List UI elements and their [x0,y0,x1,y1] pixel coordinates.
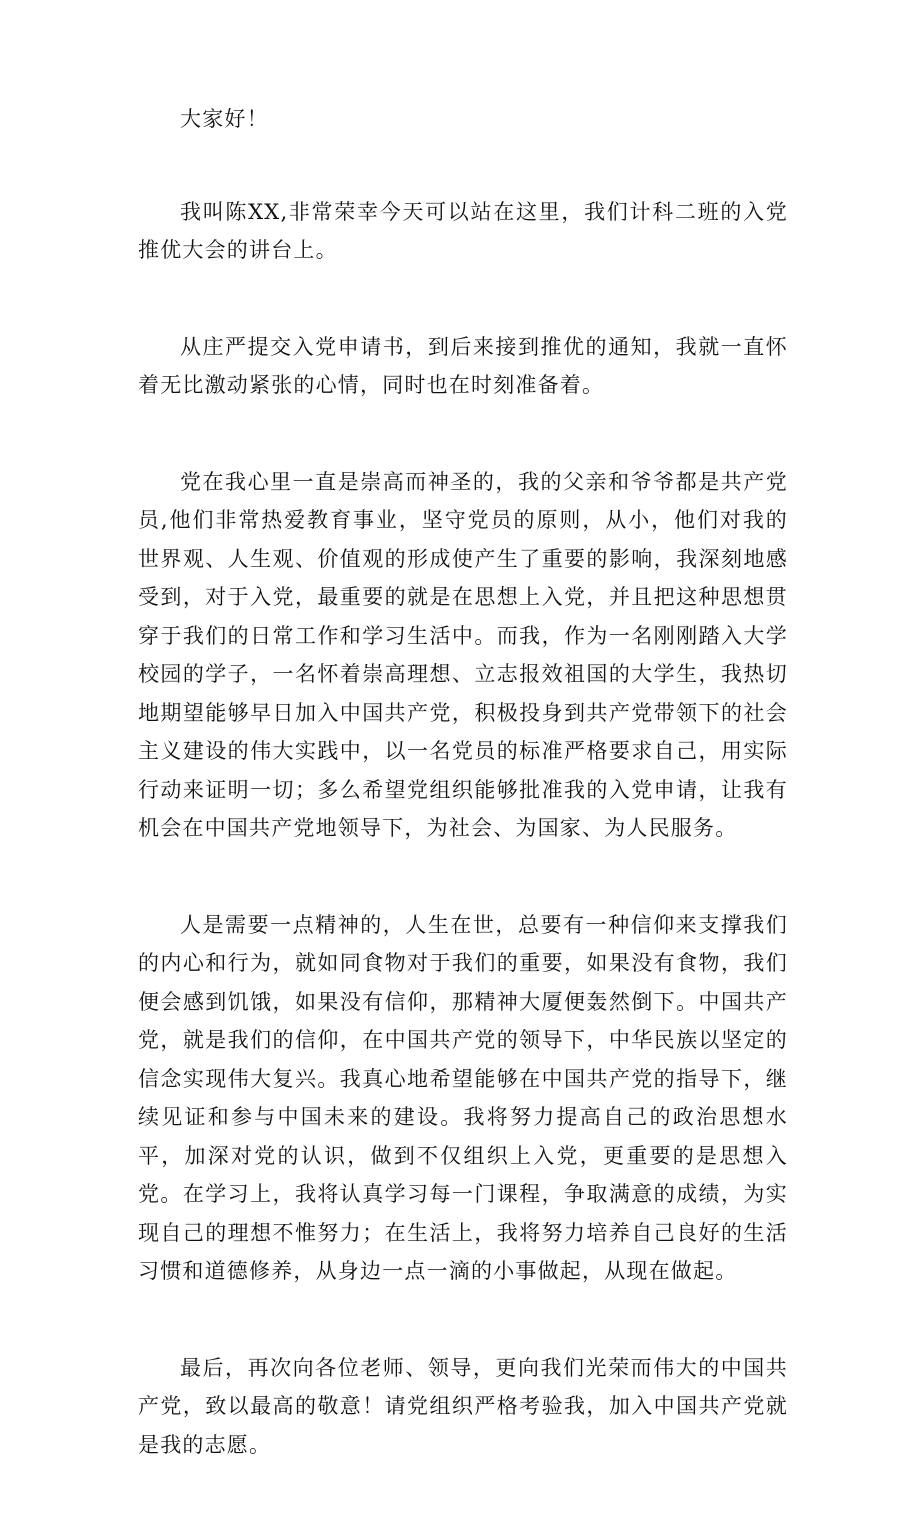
faith-paragraph: 人是需要一点精神的，人生在世，总要有一种信仰来支撑我们的内心和行为，就如同食物对于我们的重要，如果没有食物，我们便会感到饥饿，如果没有信仰，那精神大厦便轰然倒下。中国共产党，就是我们的信仰，在中国共产党的领导下，中华民族以坚定的信念实现伟大复兴。我真心地希望能够在中国共产党的指导下，继续见证和参与中国未来的建设。我将努力提高自己的政治思想水平，加深对党的认识，做到不仅组织上入党，更重要的是思想入党。在学习上，我将认真学习每一门课程，争取满意的成绩，为实现自己的理想不惟努力；在生活上，我将努力培养自己良好的生活习惯和道德修养，从身边一点一滴的小事做起，从现在做起。 [138,912,788,1283]
introduction-paragraph: 我叫陈XX,非常荣幸今天可以站在这里，我们计科二班的入党推优大会的讲台上。 [138,199,788,262]
greeting-paragraph: 大家好！ [180,107,269,131]
application-paragraph: 从庄严提交入党申请书，到后来接到推优的通知，我就一直怀着无比激动紧张的心情，同时也在时刻准备着。 [138,334,788,397]
speech-body [138,100,788,1522]
party-belief-paragraph: 党在我心里一直是崇高而神圣的，我的父亲和爷爷都是共产党员,他们非常热爱教育事业，坚守党员的原则，从小，他们对我的世界观、人生观、价值观的形成使产生了重要的影响，我深刻地感受到，对于入党，最重要的就是在思想上入党，并且把这种思想贯穿于我们的日常工作和学习生活中。而我，作为一名刚刚踏入大学校园的学子，一名怀着崇高理想、立志报效祖国的大学生，我热切地期望能够早日加入中国共产党，积极投身到共产党带领下的社会主义建设的伟大实践中，以一名党员的标准严格要求自己，用实际行动来证明一切；多么希望党组织能够批准我的入党申请，让我有机会在中国共产党地领导下，为社会、为国家、为人民服务。 [138,469,788,840]
closing-paragraph: 最后，再次向各位老师、领导，更向我们光荣而伟大的中国共产党，致以最高的敬意！请党组织严格考验我，加入中国共产党就是我的志愿。 [138,1355,788,1457]
